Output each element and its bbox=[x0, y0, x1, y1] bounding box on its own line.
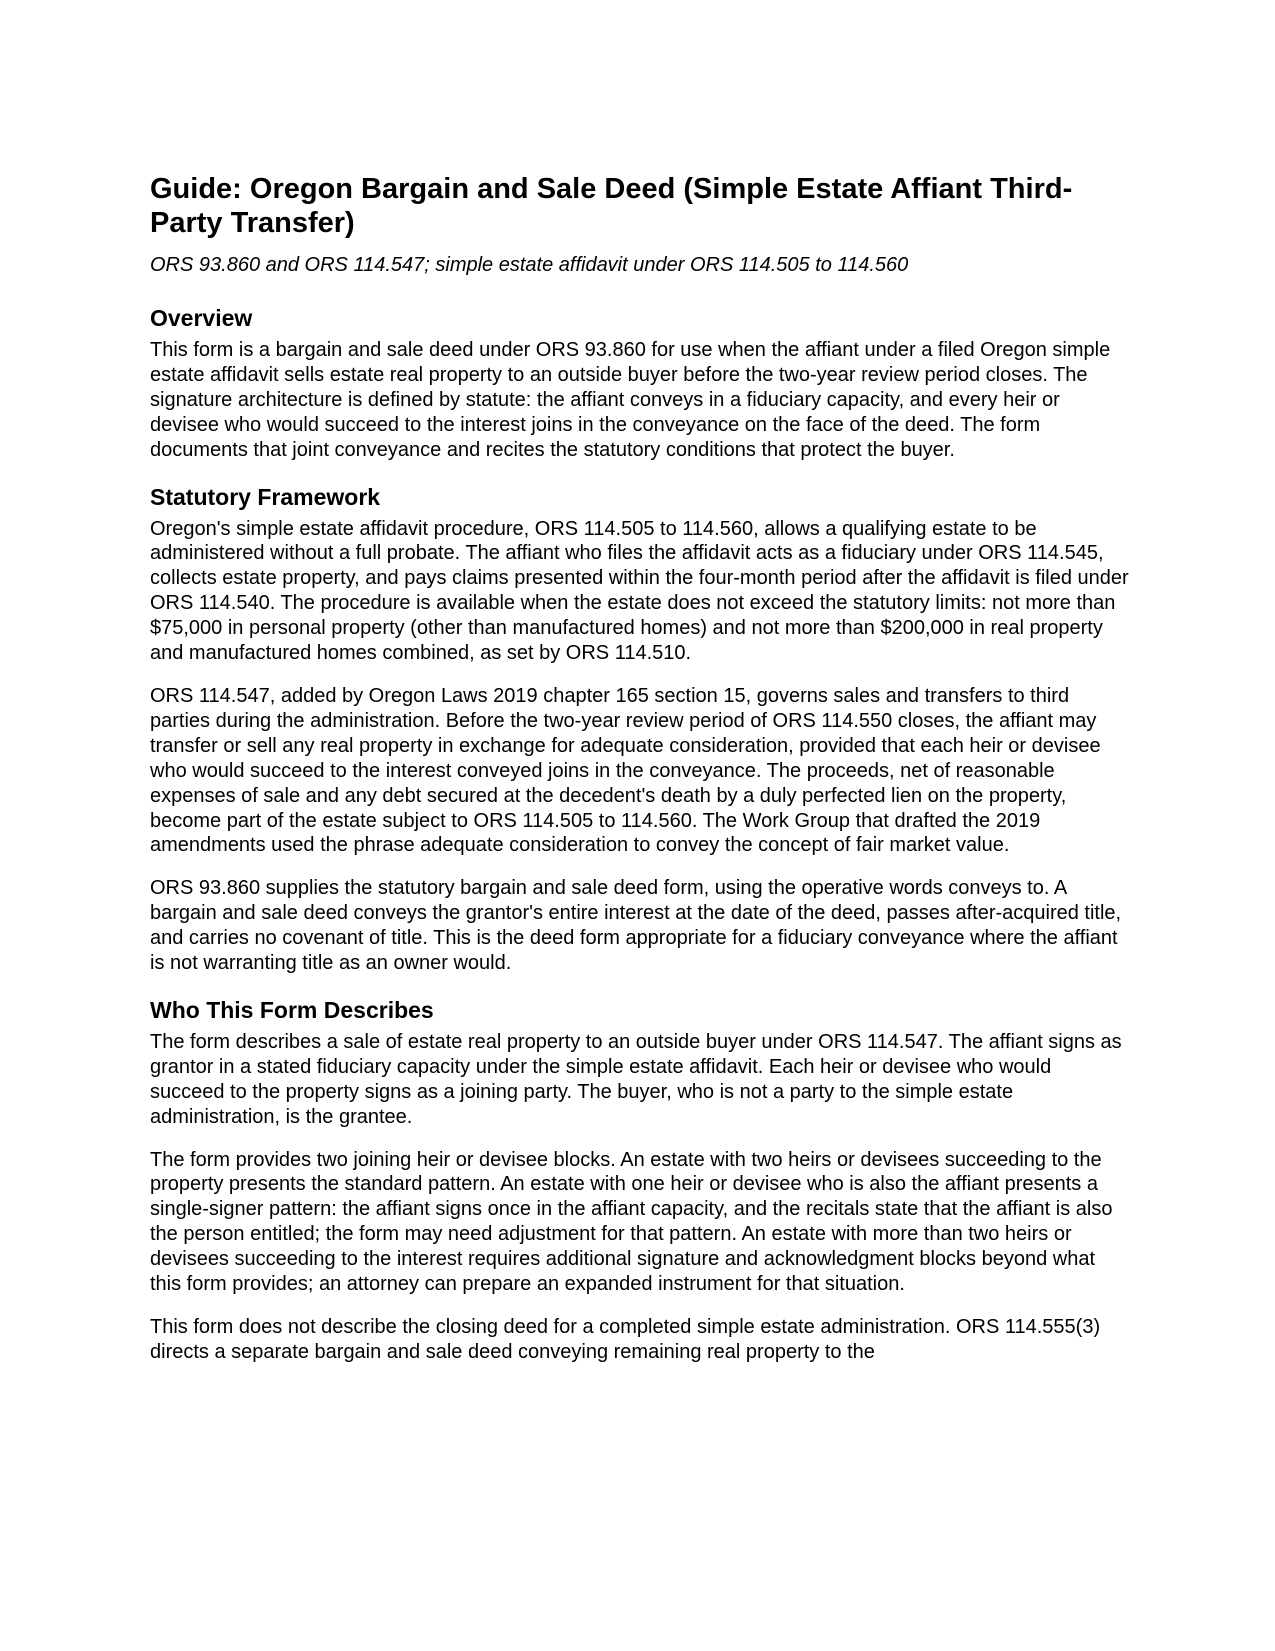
body-paragraph: ORS 114.547, added by Oregon Laws 2019 chapter 165 section 15, governs sales and transfers to third parties during the administration. Before the two-year review period of ORS 114.550 closes, the affiant may transfer or sell any real property in exchange for adequate consideration, provided that each heir or devisee who would succeed to the interest conveyed joins in the conveyance. The proceeds, net of reasonable expenses of sale and any debt secured at the decedent's death by a duly perfected lien on the property, become part of the estate subject to ORS 114.505 to 114.560. The Work Group that drafted the 2019 amendments used the phrase adequate consideration to convey the concept of fair market value. bbox=[150, 684, 1101, 857]
body-paragraph: The form provides two joining heir or devisee blocks. An estate with two heirs or devisees succeeding to the property presents the standard pattern. An estate with one heir or devisee who is also the affiant presents a single-signer pattern: the affiant signs once in the affiant capacity, and the recitals state that the affiant is also the person entitled; the form may need adjustment for that pattern. An estate with more than two heirs or devisees succeeding to the interest requires additional signature and acknowledgment blocks beyond what this form provides; an attorney can prepare an expanded instrument for that situation. bbox=[150, 1148, 1113, 1296]
body-paragraph: ORS 93.860 supplies the statutory bargain and sale deed form, using the operative words conveys to. A bargain and sale deed conveys the grantor's entire interest at the date of the deed, passes after-acquired title, and carries no covenant of title. This is the deed form appropriate for a fiduciary conveyance where the affiant is not warranting title as an owner would. bbox=[150, 877, 1122, 975]
body-paragraph: The form describes a sale of estate real property to an outside buyer under ORS 114.547. The affiant signs as grantor in a stated fiduciary capacity under the simple estate affidavit. Each heir or devisee who would succeed to the property signs as a joining party. The buyer, who is not a party to the simple estate administration, is the grantee. bbox=[150, 1030, 1122, 1128]
section-heading: Statutory Framework bbox=[150, 483, 381, 510]
document-page bbox=[150, 172, 1140, 1365]
document-subtitle: ORS 93.860 and ORS 114.547; simple estate affidavit under ORS 114.505 to 114.560 bbox=[150, 254, 909, 276]
section-heading: Who This Form Describes bbox=[150, 996, 434, 1023]
body-paragraph: This form does not describe the closing deed for a completed simple estate administration. ORS 114.555(3) directs a separate bargain and sale deed conveying remaining real property to the bbox=[150, 1316, 1101, 1363]
section-heading: Overview bbox=[150, 305, 253, 331]
document-title: Guide: Oregon Bargain and Sale Deed (Simple Estate Affiant Third-Party Transfer) bbox=[150, 173, 1073, 239]
section-statutory-framework bbox=[150, 483, 1140, 976]
section-overview bbox=[150, 304, 1140, 463]
section-who-this-form-describes bbox=[150, 996, 1140, 1365]
body-paragraph: Oregon's simple estate affidavit procedure, ORS 114.505 to 114.560, allows a qualifying estate to be administered without a full probate. The affiant who files the affidavit acts as a fiduciary under ORS 114.545, collects estate property, and pays claims presented within the four-month period after the affidavit is filed under ORS 114.540. The procedure is available when the estate does not exceed the statutory limits: not more than $75,000 in personal property (other than manufactured homes) and not more than $200,000 in real property and manufactured homes combined, as set by ORS 114.510. bbox=[150, 517, 1129, 665]
body-paragraph: This form is a bargain and sale deed under ORS 93.860 for use when the affiant under a filed Oregon simple estate affidavit sells estate real property to an outside buyer before the two-year review period closes. The signature architecture is defined by statute: the affiant conveys in a fiduciary capacity, and every heir or devisee who would succeed to the interest joins in the conveyance on the face of the deed. The form documents that joint conveyance and recites the statutory conditions that protect the buyer. bbox=[150, 339, 1111, 461]
